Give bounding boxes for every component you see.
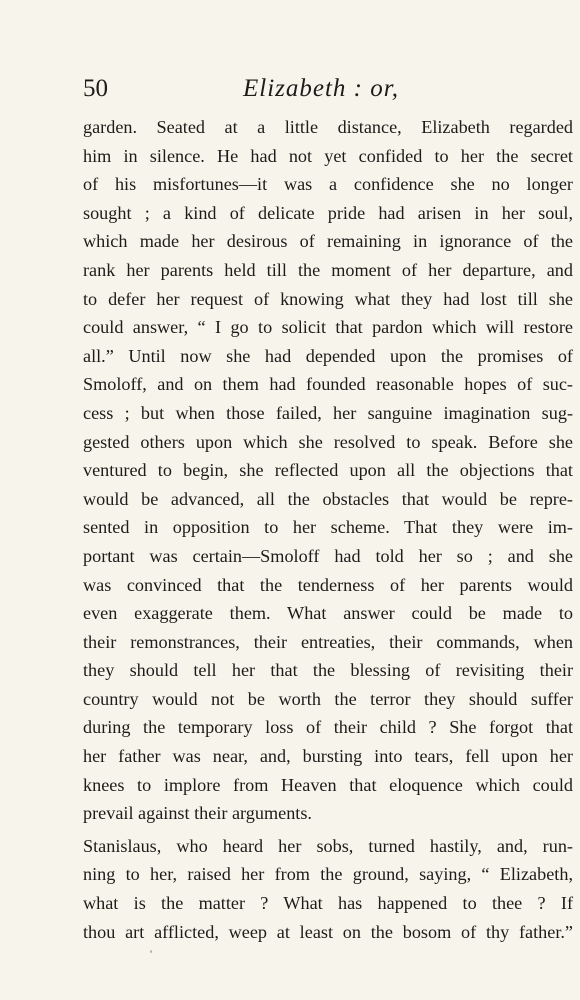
text-line: all.” Until now she had depended upon the promises of xyxy=(83,345,573,366)
text-line: was convinced that the tenderness of her parents would xyxy=(83,574,573,595)
text-line: knees to implore from Heaven that eloquence which could xyxy=(83,774,573,795)
running-title: Elizabeth : or, xyxy=(243,75,399,102)
text-line: him in silence. He had not yet confided to her the secret xyxy=(83,145,573,166)
text-line: to defer her request of knowing what they had lost till she xyxy=(83,288,573,309)
text-line: prevail against their arguments. xyxy=(83,803,312,824)
page-number: 50 xyxy=(83,75,108,102)
text-line: what is the matter ? What has happened to thee ? If xyxy=(83,893,573,914)
text-line: country would not be worth the terror they should suffer xyxy=(83,688,573,709)
text-line: rank her parents held till the moment of her departure, and xyxy=(83,259,573,280)
paragraph-1 xyxy=(83,113,573,828)
text-line: Stanislaus, who heard her sobs, turned hastily, and, run- xyxy=(83,835,573,856)
text-line: of his misfortunes—it was a confidence she no longer xyxy=(83,174,573,195)
text-line: even exaggerate them. What answer could be made to xyxy=(83,603,573,624)
paper-speck xyxy=(150,950,152,953)
text-line: ventured to begin, she reflected upon all the objections that xyxy=(83,460,573,481)
text-line: Smoloff, and on them had founded reasonable hopes of suc- xyxy=(83,374,573,395)
text-line: garden. Seated at a little distance, Elizabeth regarded xyxy=(83,117,573,137)
text-line: portant was certain—Smoloff had told her so ; and she xyxy=(83,545,573,566)
text-line: their remonstrances, their entreaties, their commands, when xyxy=(83,631,573,652)
text-line: would be advanced, all the obstacles that would be repre- xyxy=(83,488,573,509)
text-line: her father was near, and, bursting into tears, fell upon her xyxy=(83,746,573,767)
text-line: gested others upon which she resolved to speak. Before she xyxy=(83,431,573,452)
paragraph-2 xyxy=(83,832,573,946)
text-line: sought ; a kind of delicate pride had arisen in her soul, xyxy=(83,202,573,223)
text-line: which made her desirous of remaining in ignorance of the xyxy=(83,231,573,252)
body-text xyxy=(83,113,573,946)
text-line: cess ; but when those failed, her sanguine imagination sug- xyxy=(83,402,573,423)
text-line: during the temporary loss of their child ? She forgot that xyxy=(83,717,573,738)
text-line: they should tell her that the blessing of revisiting their xyxy=(83,660,573,681)
text-line: ning to her, raised her from the ground, saying, “ Elizabeth, xyxy=(83,864,573,885)
page-header xyxy=(83,72,573,112)
text-line: could answer, “ I go to solicit that pardon which will restore xyxy=(83,317,573,338)
text-line: sented in opposition to her scheme. That they were im- xyxy=(83,517,573,538)
text-line: thou art afflicted, weep at least on the bosom of thy father.” xyxy=(83,921,573,942)
